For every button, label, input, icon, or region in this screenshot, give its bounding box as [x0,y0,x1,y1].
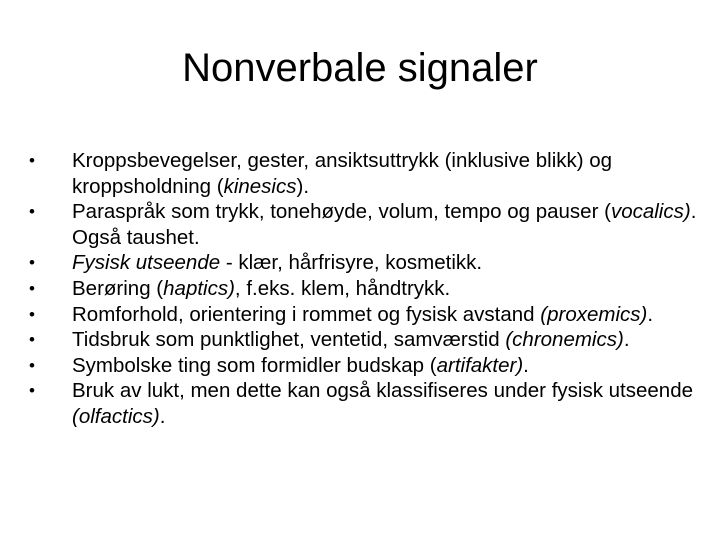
bullet-text: . [623,328,630,352]
bullet-item [26,353,706,379]
bullet-item [26,276,706,302]
bullet-text: . Også taushet. [72,200,697,249]
bullet-text: Paraspråk som trykk, tonehøyde, volum, tempo og pauser ( [72,200,611,224]
bullet-marker: • [29,381,35,401]
bullet-item [26,302,706,328]
slide-title: Nonverbale signaler [182,46,538,90]
bullet-term-italic: Fysisk utseende [72,251,221,275]
bullet-text: Symbolske ting som formidler budskap ( [72,353,437,377]
bullet-text: . [159,404,166,428]
bullet-text: Kroppsbevegelser, gester, ansiktsuttrykk (inklusive blikk) og kroppsholdning ( [72,149,613,198]
bullet-marker: • [29,278,35,298]
bullet-term-italic: haptics) [163,276,235,300]
bullet-text: Berøring ( [72,276,164,300]
bullet-item [26,199,706,250]
bullet-term-italic: (olfactics) [72,404,160,428]
bullet-text: Tidsbruk som punktlighet, ventetid, samværstid [72,328,506,352]
bullet-item [26,250,706,276]
bullet-item [26,327,706,353]
bullet-item [26,378,706,429]
bullet-marker: • [29,253,35,273]
bullet-term-italic: (chronemics) [505,328,624,352]
bullet-term-italic: kinesics [223,174,297,198]
bullet-list [26,148,706,430]
bullet-marker: • [29,304,35,324]
bullet-text: . [647,302,654,326]
bullet-term-italic: artifakter) [436,353,524,377]
bullet-text: - klær, hårfrisyre, kosmetikk. [220,251,483,275]
bullet-text: Romforhold, orientering i rommet og fysisk avstand [72,302,541,326]
bullet-marker: • [29,355,35,375]
bullet-item [26,148,706,199]
bullet-marker: • [29,151,35,170]
bullet-text: . [523,353,529,377]
bullet-marker: • [29,330,35,350]
bullet-text: ). [296,174,310,198]
bullet-term-italic: vocalics) [610,200,691,224]
bullet-marker: • [29,202,35,222]
bullet-term-italic: (proxemics) [540,302,648,326]
bullet-text: , f.eks. klem, håndtrykk. [234,276,451,300]
bullet-text: Bruk av lukt, men dette kan også klassifiseres under fysisk utseende [72,379,694,403]
